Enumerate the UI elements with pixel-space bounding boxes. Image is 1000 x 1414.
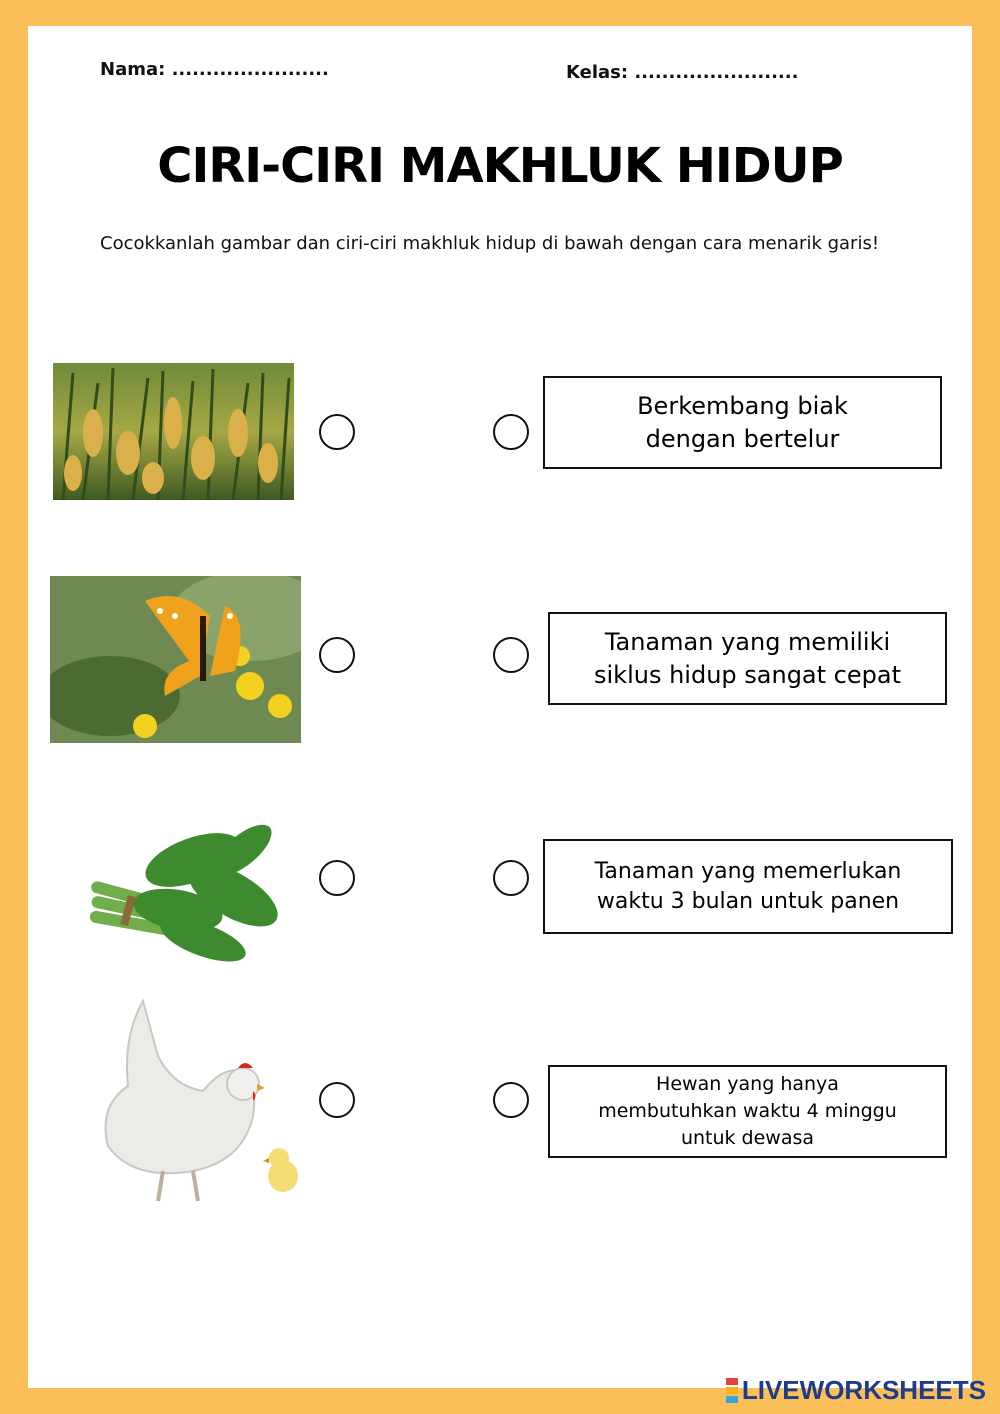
statement-line: membutuhkan waktu 4 minggu <box>598 1100 897 1122</box>
rice-plant-picture <box>53 363 294 500</box>
match-dot-right-1[interactable] <box>493 414 529 450</box>
liveworksheets-logo[interactable] <box>726 1375 986 1406</box>
statement-line: Tanaman yang memerlukan <box>594 858 902 884</box>
match-dot-right-2[interactable] <box>493 637 529 673</box>
statement-line: untuk dewasa <box>680 1127 815 1149</box>
statement-box-4 <box>548 1065 947 1158</box>
match-dot-left-4[interactable] <box>319 1082 355 1118</box>
match-dot-left-3[interactable] <box>319 860 355 896</box>
match-dot-left-1[interactable] <box>319 414 355 450</box>
statement-box-2 <box>548 612 947 705</box>
statement-box-1 <box>543 376 942 469</box>
instruction-text: Cocokkanlah gambar dan ciri-ciri makhluk hidup di bawah dengan cara menarik garis! <box>100 233 880 254</box>
butterfly-picture <box>50 576 301 743</box>
water-spinach-picture <box>83 800 288 968</box>
name-field-label: Nama: ....................... <box>100 59 329 80</box>
statement-line: siklus hidup sangat cepat <box>594 660 901 689</box>
worksheet-page <box>28 26 972 1388</box>
chicken-picture <box>93 996 298 1208</box>
statement-line: waktu 3 bulan untuk panen <box>596 888 900 914</box>
liveworksheets-brand-text: LIVEWORKSHEETS <box>741 1375 986 1405</box>
statement-line: Berkembang biak <box>637 391 848 420</box>
match-dot-left-2[interactable] <box>319 637 355 673</box>
statement-line: Hewan yang hanya <box>656 1073 839 1095</box>
match-dot-right-3[interactable] <box>493 860 529 896</box>
worksheet-title: CIRI-CIRI MAKHLUK HIDUP <box>157 138 843 194</box>
class-field-label: Kelas: ........................ <box>566 62 799 83</box>
statement-box-3 <box>543 839 953 934</box>
statement-line: Tanaman yang memiliki <box>604 627 891 656</box>
match-dot-right-4[interactable] <box>493 1082 529 1118</box>
liveworksheets-logo-icon <box>726 1377 738 1404</box>
statement-line: dengan bertelur <box>645 424 840 453</box>
